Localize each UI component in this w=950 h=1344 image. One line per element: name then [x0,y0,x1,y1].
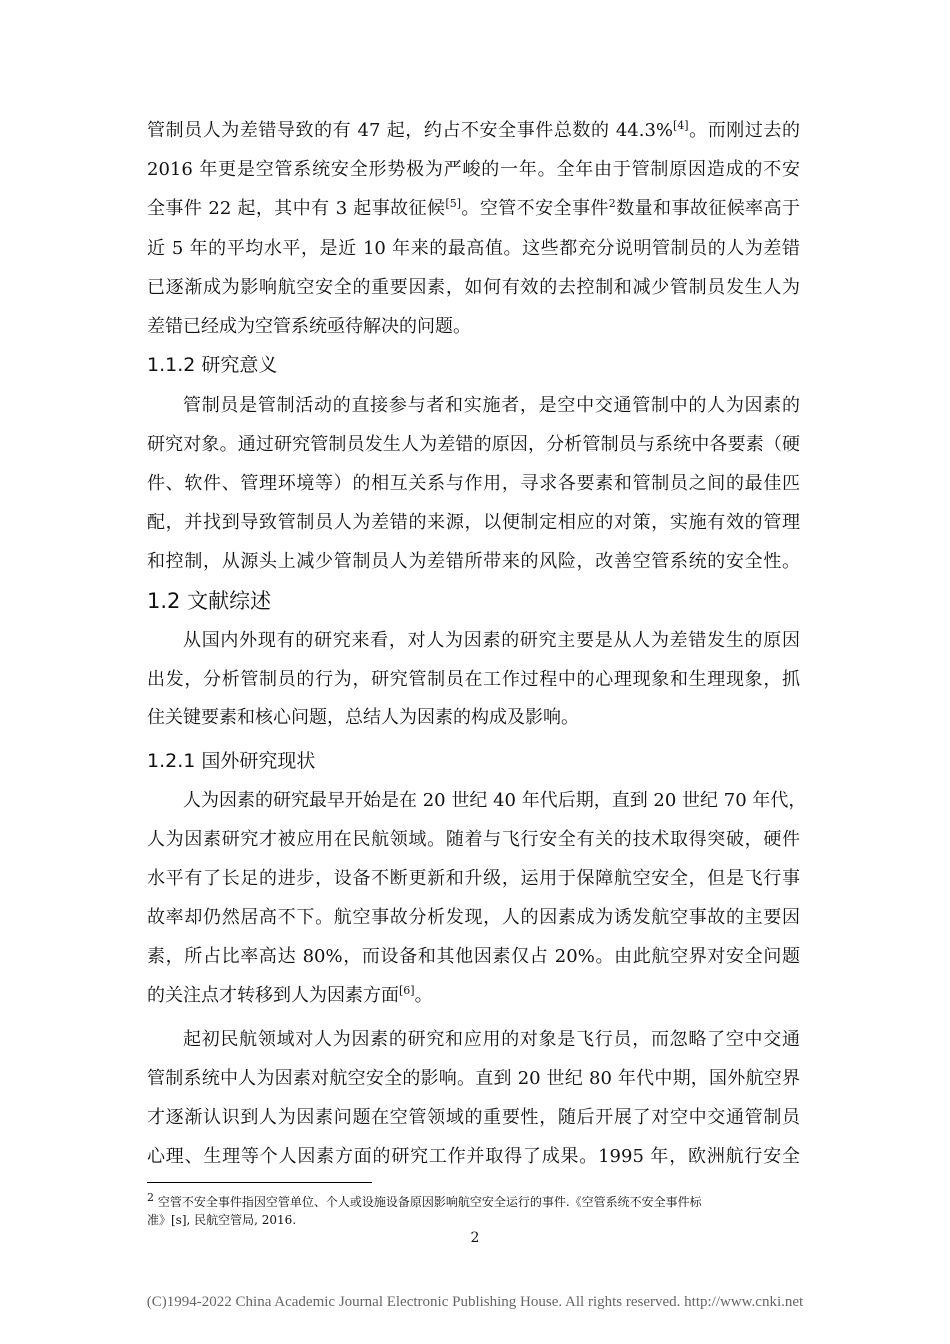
text-line: 起初民航领域对人为因素的研究和应用的对象是飞行员，而忽略了空中交通 [183,1029,800,1050]
text-line: 的关注点才转移到人为因素方面[6]。 [147,984,433,1006]
text-line: 件、软件、管理环境等）的相互关系与作用，寻求各要素和管制员之间的最佳匹 [147,473,800,494]
footnote-text: 空管不安全事件指因空管单位、个人或设施设备原因影响航空安全运行的事件.《空管系统不安全事件标 [157,1195,702,1209]
text-line: 故率却仍然居高不下。航空事故分析发现，人的因素成为诱发航空事故的主要因 [147,907,800,928]
text-line: 出发，分析管制员的行为，研究管制员在工作过程中的心理现象和生理现象，抓 [147,669,800,690]
text-line: 和控制，从源头上减少管制员人为差错所带来的风险，改善空管系统的安全性。 [147,551,800,572]
text-line: 管制员是管制活动的直接参与者和实施者，是空中交通管制中的人为因素的 [183,395,800,416]
text-line: 已逐渐成为影响航空安全的重要因素，如何有效的去控制和减少管制员发生人为 [147,277,800,298]
section-heading-1-2-1: 1.2.1 国外研究现状 [147,750,316,772]
text-line: 研究对象。通过研究管制员发生人为差错的原因，分析管制员与系统中各要素（硬 [147,434,800,455]
text-line: 从国内外现有的研究来看，对人为因素的研究主要是从人为差错发生的原因 [183,630,800,651]
citation-ref[interactable]: [5] [445,197,461,210]
citation-ref[interactable]: [4] [673,119,689,132]
text-line: 管制员人为差错导致的有 47 起，约占不安全事件总数的 44.3%[4]。而刚过去的 [147,119,801,141]
text-line: 人为因素研究才被应用在民航领域。随着与飞行安全有关的技术取得突破，硬件 [147,829,800,850]
text-line: 人为因素的研究最早开始是在 20 世纪 40 年代后期，直到 20 世纪 70 年代， [183,790,807,811]
footnote [147,1193,807,1211]
footnote-mark: 2 [147,1191,154,1204]
footnote-divider [147,1182,372,1183]
text-line: 管制系统中人为因素对航空安全的影响。直到 20 世纪 80 年代中期，国外航空界 [147,1068,800,1089]
section-heading-1-1-2: 1.1.2 研究意义 [147,354,278,376]
text-line: 全事件 22 起，其中有 3 起事故征候[5]。空管不安全事件$^2$数量和事故征候率高于 [147,197,801,219]
footnote-ref[interactable]: 2 [608,197,616,210]
citation-ref[interactable]: [6] [399,984,415,997]
text-line: 水平有了长足的进步，设备不断更新和升级，运用于保障航空安全，但是飞行事 [147,868,800,889]
footnote-text-line2: 准》[s], 民航空管局, 2016. [147,1213,297,1227]
text-line: 心理、生理等个人因素方面的研究工作并取得了成果。1995 年，欧洲航行安全 [147,1146,800,1167]
text-line: 素，所占比率高达 80%，而设备和其他因素仅占 20%。由此航空界对安全问题 [147,946,800,967]
text-line: 差错已经成为空管系统亟待解决的问题。 [147,316,471,337]
text-line: 2016 年更是空管系统安全形势极为严峻的一年。全年由于管制原因造成的不安 [147,159,800,180]
page-number: 2 [470,1230,480,1246]
section-heading-1-2: 1.2 文献综述 [147,589,272,613]
text-line: 住关键要素和核心问题，总结人为因素的构成及影响。 [147,707,579,728]
text-line: 配，并找到导致管制员人为差错的来源，以便制定相应的对策，实施有效的管理 [147,512,800,533]
text-line: 近 5 年的平均水平，是近 10 年来的最高值。这些都充分说明管制员的人为差错 [147,238,800,259]
text-line: 才逐渐认识到人为因素问题在空管领域的重要性，随后开展了对空中交通管制员 [147,1107,800,1128]
copyright-notice: (C)1994-2022 China Academic Journal Electronic Publishing House. All rights reserved. http://www.cnki.net [146,1294,804,1310]
